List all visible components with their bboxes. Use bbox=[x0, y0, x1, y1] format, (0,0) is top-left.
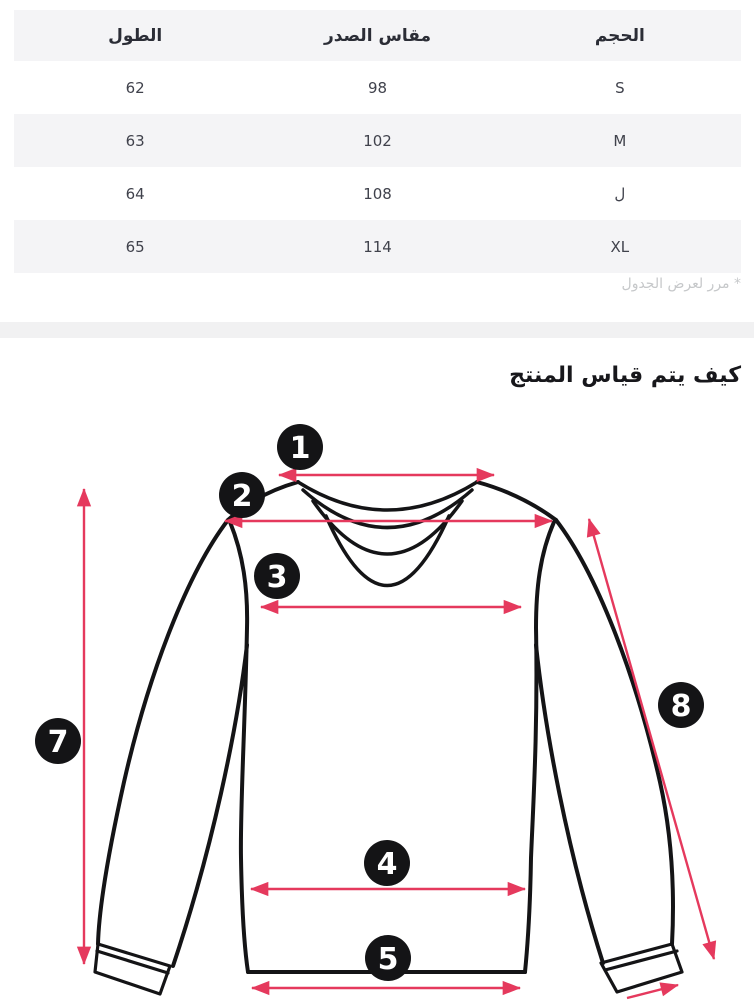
cell-chest: 98 bbox=[367, 78, 388, 97]
svg-text:1: 1 bbox=[289, 431, 311, 466]
svg-text:3: 3 bbox=[266, 560, 288, 595]
size-chart-table bbox=[14, 10, 741, 273]
cell-chest: 108 bbox=[363, 184, 392, 203]
measure-badge-4 bbox=[364, 840, 410, 886]
sweater-outline bbox=[95, 482, 682, 994]
cell-length: 65 bbox=[125, 237, 145, 256]
cell-size: XL bbox=[610, 237, 630, 256]
col-header-size: الحجم bbox=[499, 10, 741, 61]
measure-badge-5 bbox=[365, 935, 411, 981]
section-divider bbox=[0, 322, 754, 338]
cell-length: 62 bbox=[125, 78, 145, 97]
measurement-diagram bbox=[0, 420, 754, 1000]
cell-size: S bbox=[615, 78, 625, 97]
measure-badge-1 bbox=[277, 424, 323, 470]
svg-text:7: 7 bbox=[47, 725, 69, 760]
cell-length: 63 bbox=[125, 131, 145, 150]
cell-length: 64 bbox=[125, 184, 145, 203]
cell-size: ل bbox=[614, 184, 626, 203]
svg-text:8: 8 bbox=[670, 689, 692, 724]
measure-badge-8 bbox=[658, 682, 704, 728]
col-header-length: الطول bbox=[14, 10, 256, 61]
measure-badge-3 bbox=[254, 553, 300, 599]
scroll-hint-note: * مرر لعرض الجدول bbox=[621, 276, 741, 292]
col-header-chest: مقاس الصدر bbox=[256, 10, 498, 61]
measure-arrow-8 bbox=[589, 519, 714, 959]
cell-size: M bbox=[613, 131, 627, 150]
table-row bbox=[14, 114, 741, 167]
svg-text:5: 5 bbox=[377, 942, 399, 977]
size-table-scroll-area[interactable] bbox=[14, 10, 741, 273]
table-row bbox=[14, 220, 741, 273]
table-row bbox=[14, 167, 741, 220]
how-to-measure-heading: كيف يتم قياس المنتج bbox=[509, 363, 741, 388]
measure-badge-2 bbox=[219, 472, 265, 518]
svg-text:2: 2 bbox=[231, 479, 253, 514]
table-header-row bbox=[14, 10, 741, 61]
svg-text:4: 4 bbox=[376, 847, 398, 882]
cell-chest: 114 bbox=[363, 237, 392, 256]
cell-chest: 102 bbox=[363, 131, 392, 150]
measure-badge-7 bbox=[35, 718, 81, 764]
table-row bbox=[14, 61, 741, 114]
